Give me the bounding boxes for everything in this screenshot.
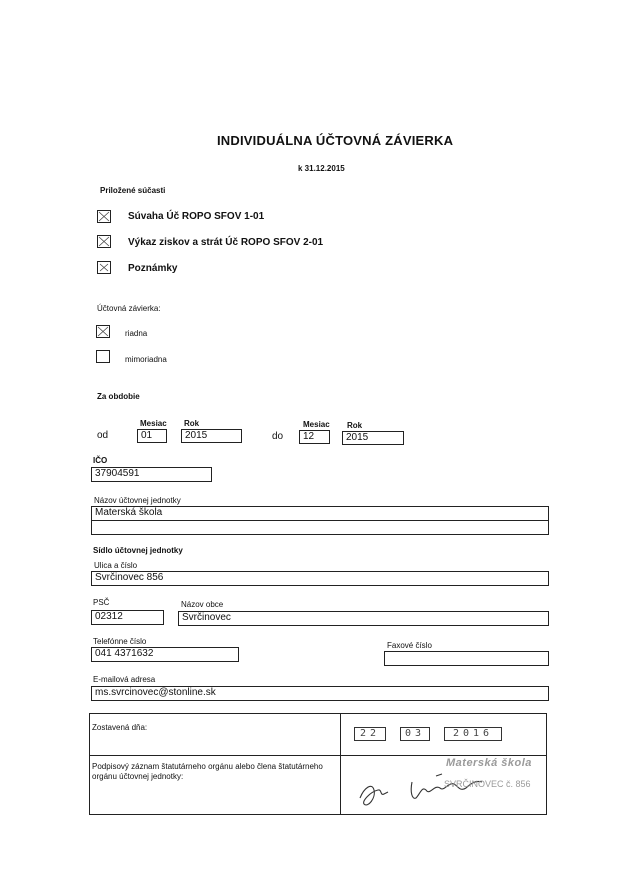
address-label: Sídlo účtovnej jednotky — [93, 546, 183, 555]
to-year-label: Rok — [347, 421, 363, 430]
checkbox-income-statement[interactable] — [97, 235, 111, 248]
compiled-month-field[interactable]: 03 — [400, 727, 430, 741]
checkbox-balance-sheet[interactable] — [97, 210, 111, 223]
from-month-field[interactable]: 01 — [137, 429, 167, 443]
entity-name-field-line2[interactable] — [91, 520, 549, 535]
stamp-address: SVRČINOVEC č. 856 — [444, 779, 531, 789]
component-label-income-statement: Výkaz ziskov a strát Úč ROPO SFOV 2-01 — [128, 237, 324, 248]
psc-field[interactable]: 02312 — [91, 610, 164, 625]
city-label: Názov obce — [181, 600, 224, 609]
signature-label: Podpisový záznam štatutárneho orgánu alebo člena štatutárneho orgánu účtovnej jednotky: — [92, 762, 323, 781]
report-date: k 31.12.2015 — [298, 164, 345, 173]
phone-field[interactable]: 041 4371632 — [91, 647, 239, 662]
component-label-balance-sheet: Súvaha Úč ROPO SFOV 1-01 — [128, 211, 265, 222]
email-label: E-mailová adresa — [93, 675, 156, 684]
phone-label: Telefónne číslo — [93, 637, 147, 646]
from-label: od — [97, 430, 109, 441]
to-month-label: Mesiac — [303, 420, 330, 429]
check-x-icon — [97, 326, 109, 337]
signature-table-divider — [340, 713, 341, 815]
checkbox-regular[interactable] — [96, 325, 110, 338]
compiled-year-field[interactable]: 2016 — [444, 727, 502, 741]
to-year-field[interactable]: 2015 — [342, 431, 404, 445]
signature-table-row-divider — [89, 755, 547, 756]
to-label: do — [272, 431, 284, 442]
stamp-name: Materská škola — [446, 757, 532, 769]
components-label: Priložené súčasti — [100, 186, 166, 195]
from-year-field[interactable]: 2015 — [181, 429, 242, 443]
street-label: Ulica a číslo — [94, 561, 138, 570]
street-field[interactable]: Svrčinovec 856 — [91, 571, 549, 586]
check-x-icon — [98, 236, 110, 247]
check-x-icon — [98, 211, 110, 222]
component-label-notes: Poznámky — [128, 263, 178, 274]
checkbox-notes[interactable] — [97, 261, 111, 274]
closing-option-extraordinary: mimoriadna — [125, 355, 167, 364]
from-month-label: Mesiac — [140, 419, 167, 428]
from-year-label: Rok — [184, 419, 200, 428]
compiled-day-field[interactable]: 22 — [354, 727, 386, 741]
city-field[interactable]: Svrčinovec — [178, 611, 549, 626]
period-label: Za obdobie — [97, 392, 140, 401]
checkbox-extraordinary[interactable] — [96, 350, 110, 363]
compiled-label: Zostavená dňa: — [92, 723, 148, 732]
psc-label: PSČ — [93, 598, 110, 607]
page-title: INDIVIDUÁLNA ÚČTOVNÁ ZÁVIERKA — [217, 133, 454, 148]
check-x-icon — [98, 262, 110, 273]
handwritten-signature — [350, 768, 500, 812]
closing-option-regular: riadna — [125, 329, 148, 338]
to-month-field[interactable]: 12 — [299, 430, 330, 444]
entity-name-label: Názov účtovnej jednotky — [94, 496, 181, 505]
fax-label: Faxové číslo — [387, 641, 432, 650]
ico-field[interactable]: 37904591 — [91, 467, 212, 482]
ico-label: IČO — [93, 456, 108, 465]
entity-name-field[interactable]: Materská škola — [91, 506, 549, 521]
closing-label: Účtovná závierka: — [97, 304, 161, 313]
email-field[interactable]: ms.svrcinovec@stonline.sk — [91, 686, 549, 701]
fax-field[interactable] — [384, 651, 549, 666]
